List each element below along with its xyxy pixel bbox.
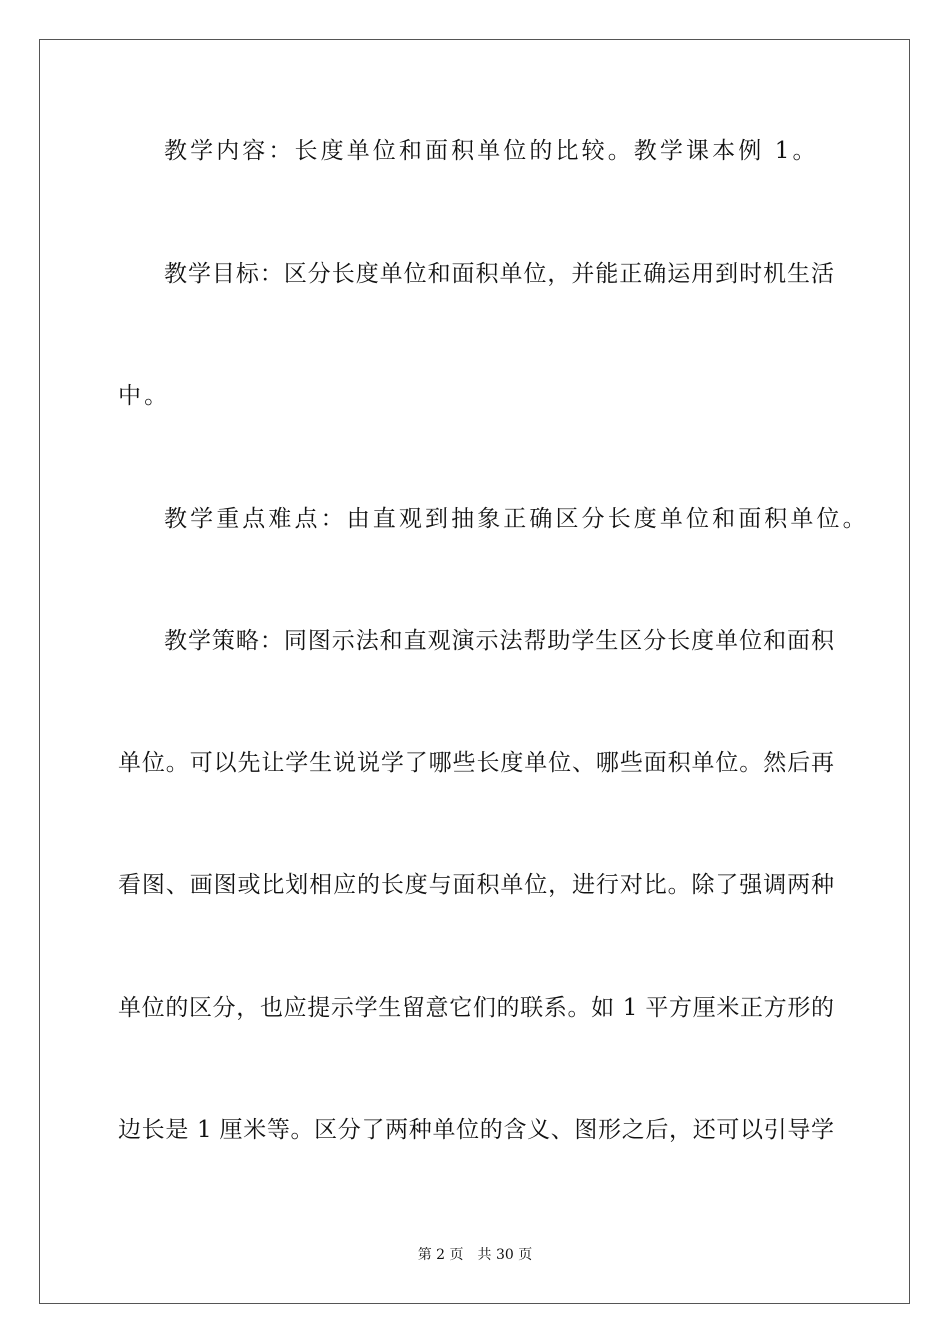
paragraph-strategy-line-2: 单位。可以先让学生说说学了哪些长度单位、哪些面积单位。然后再 [118, 750, 834, 776]
paragraph-strategy-line-1: 教学策略：同图示法和直观演示法帮助学生区分长度单位和面积 [164, 628, 834, 654]
page-footer [0, 1245, 950, 1265]
paragraph-strategy-line-3: 看图、画图或比划相应的长度与面积单位，进行对比。除了强调两种 [118, 872, 834, 898]
paragraph-strategy-line-5: 边长是 1 厘米等。区分了两种单位的含义、图形之后，还可以引导学 [118, 1117, 834, 1143]
paragraph-teaching-goal-line-2: 中。 [118, 383, 171, 409]
page-number: 第 2 页 [417, 1247, 464, 1263]
paragraph-teaching-goal-line-1: 教学目标：区分长度单位和面积单位，并能正确运用到时机生活 [164, 261, 834, 287]
paragraph-key-difficulty: 教学重点难点：由直观到抽象正确区分长度单位和面积单位。 [164, 506, 869, 532]
total-pages: 共 30 页 [477, 1247, 533, 1263]
paragraph-teaching-content: 教学内容：长度单位和面积单位的比较。教学课本例 1。 [164, 138, 819, 164]
paragraph-strategy-line-4: 单位的区分，也应提示学生留意它们的联系。如 1 平方厘米正方形的 [118, 995, 834, 1021]
